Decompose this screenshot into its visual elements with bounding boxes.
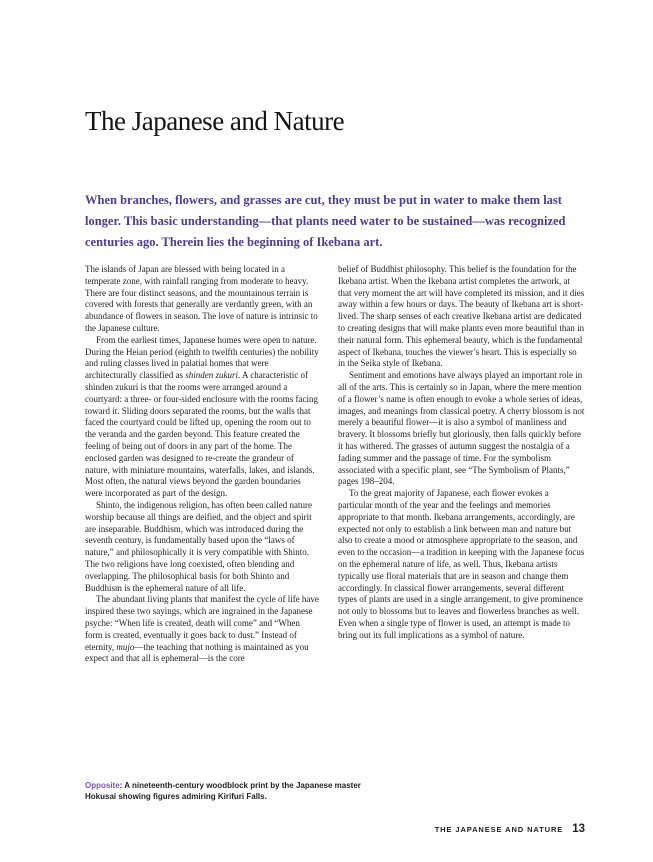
page-title: The Japanese and Nature <box>85 106 345 136</box>
body-paragraph: belief of Buddhist philosophy. This belief is the foundation for the Ikebana artist. When the Ikebana artist completes the artwork, at that very moment the art will have completed its mission, and it dies away within a few hours or days. The beauty of Ikebana art is short-lived. The sharp senses of each creative Ikebana artist are dedicated to creating designs that will make plants even more beautiful than in their natural form. This ephemeral beauty, which is the fundamental aspect of Ikebana, touches the viewer’s heart. This is especially so in the Seika style of Ikebana. <box>338 264 585 369</box>
caption-lead-label: Opposite <box>85 781 120 790</box>
body-paragraph: From the earliest times, Japanese homes were open to nature. During the Heian period (eighth to twelfth centuries) the nobility and ruling classes lived in palatial homes that were architecturally classified as shinden zukuri. A characteristic of shinden zukuri is that the rooms were arranged around a courtyard: a three- or four-sided enclosure with the rooms facing toward it. Sliding doors separated the rooms, but the walls that faced the courtyard could be lifted up, opening the room out to the veranda and the garden beyond. This feature created the feeling of being out of doors in any part of the home. The enclosed garden was designed to re-create the grandeur of nature, with miniature mountains, waterfalls, lakes, and islands. Most often, the natural views beyond the garden boundaries were incorporated as part of the design. <box>85 334 319 499</box>
body-paragraph: Sentiment and emotions have always played an important role in all of the arts. This is certainly so in Japan, where the mere mention of a flower’s name is often enough to evoke a whole series of ideas, images, and meanings from classical poetry. A cherry blossom is not merely a beautiful flower—it is also a symbol of manliness and bravery. It blossoms briefly but gloriously, then falls quickly before it has withered. The grasses of autumn suggest the nostalgia of a fading summer and the passage of time. For the symbolism associated with a specific plant, see “The Symbolism of Plants,” pages 198–204. <box>338 370 585 487</box>
page-number: 13 <box>572 823 585 835</box>
opposite-caption <box>85 781 370 802</box>
intro-paragraph: When branches, flowers, and grasses are cut, they must be put in water to make them last longer. This basic understanding—that plants need water to be sustained—was recognized centuries ago. Therein lies the beginning of Ikebana art. <box>85 193 566 249</box>
body-paragraph: To the great majority of Japanese, each flower evokes a particular month of the year and the feelings and memories appropriate to that month. Ikebana arrangements, accordingly, are expected not only to establish a link between man and nature but also to create a mood or atmosphere appropriate to the season, and even to the occasion—a tradition in keeping with the Japanese focus on the ephemeral nature of life, as well. Thus, Ikebana artists typically use floral materials that are in season and change them accordingly. In classical flower arrangements, several different types of plants are used in a single arrangement, to give prominence not only to blossoms but to leaves and flowerless branches as well. Even when a single type of flower is used, an attempt is made to bring out its full implications as a symbol of nature. <box>338 488 585 640</box>
body-paragraph: Shinto, the indigenous religion, has often been called nature worship because all things are deified, and the object and spirit are inseparable. Buddhism, which was introduced during the seventh century, is fundamentally based upon the “laws of nature,” and philosophically it is very compatible with Shinto. The two religions have long coexisted, often blending and overlapping. The philosophical basis for both Shinto and Buddhism is the ephemeral nature of all life. <box>85 499 312 593</box>
body-column-left <box>85 264 319 665</box>
running-head: THE JAPANESE AND NATURE <box>434 825 564 834</box>
page-footer <box>435 823 585 835</box>
body-paragraph: The abundant living plants that manifest the cycle of life have inspired these two sayings, which are ingrained in the Japanese psyche: “When life is created, death will come” and “When form is created, eventually it goes back to dust.” Instead of eternity, mujo—the teaching that nothing is maintained as you expect and that all is ephemeral—is the core <box>85 594 319 664</box>
caption-text: : A nineteenth-century woodblock print by the Japanese master Hokusai showing figures admiring Kirifuri Falls. <box>85 781 361 801</box>
body-column-right <box>338 264 585 665</box>
body-columns <box>85 264 585 665</box>
body-paragraph: The islands of Japan are blessed with being located in a temperate zone, with rainfall ranging from moderate to heavy. There are four distinct seasons, and the mountainous terrain is covered with forests that generally are verdantly green, with an abundance of flowers in season. The love of nature is intrinsic to the Japanese culture. <box>85 264 318 333</box>
